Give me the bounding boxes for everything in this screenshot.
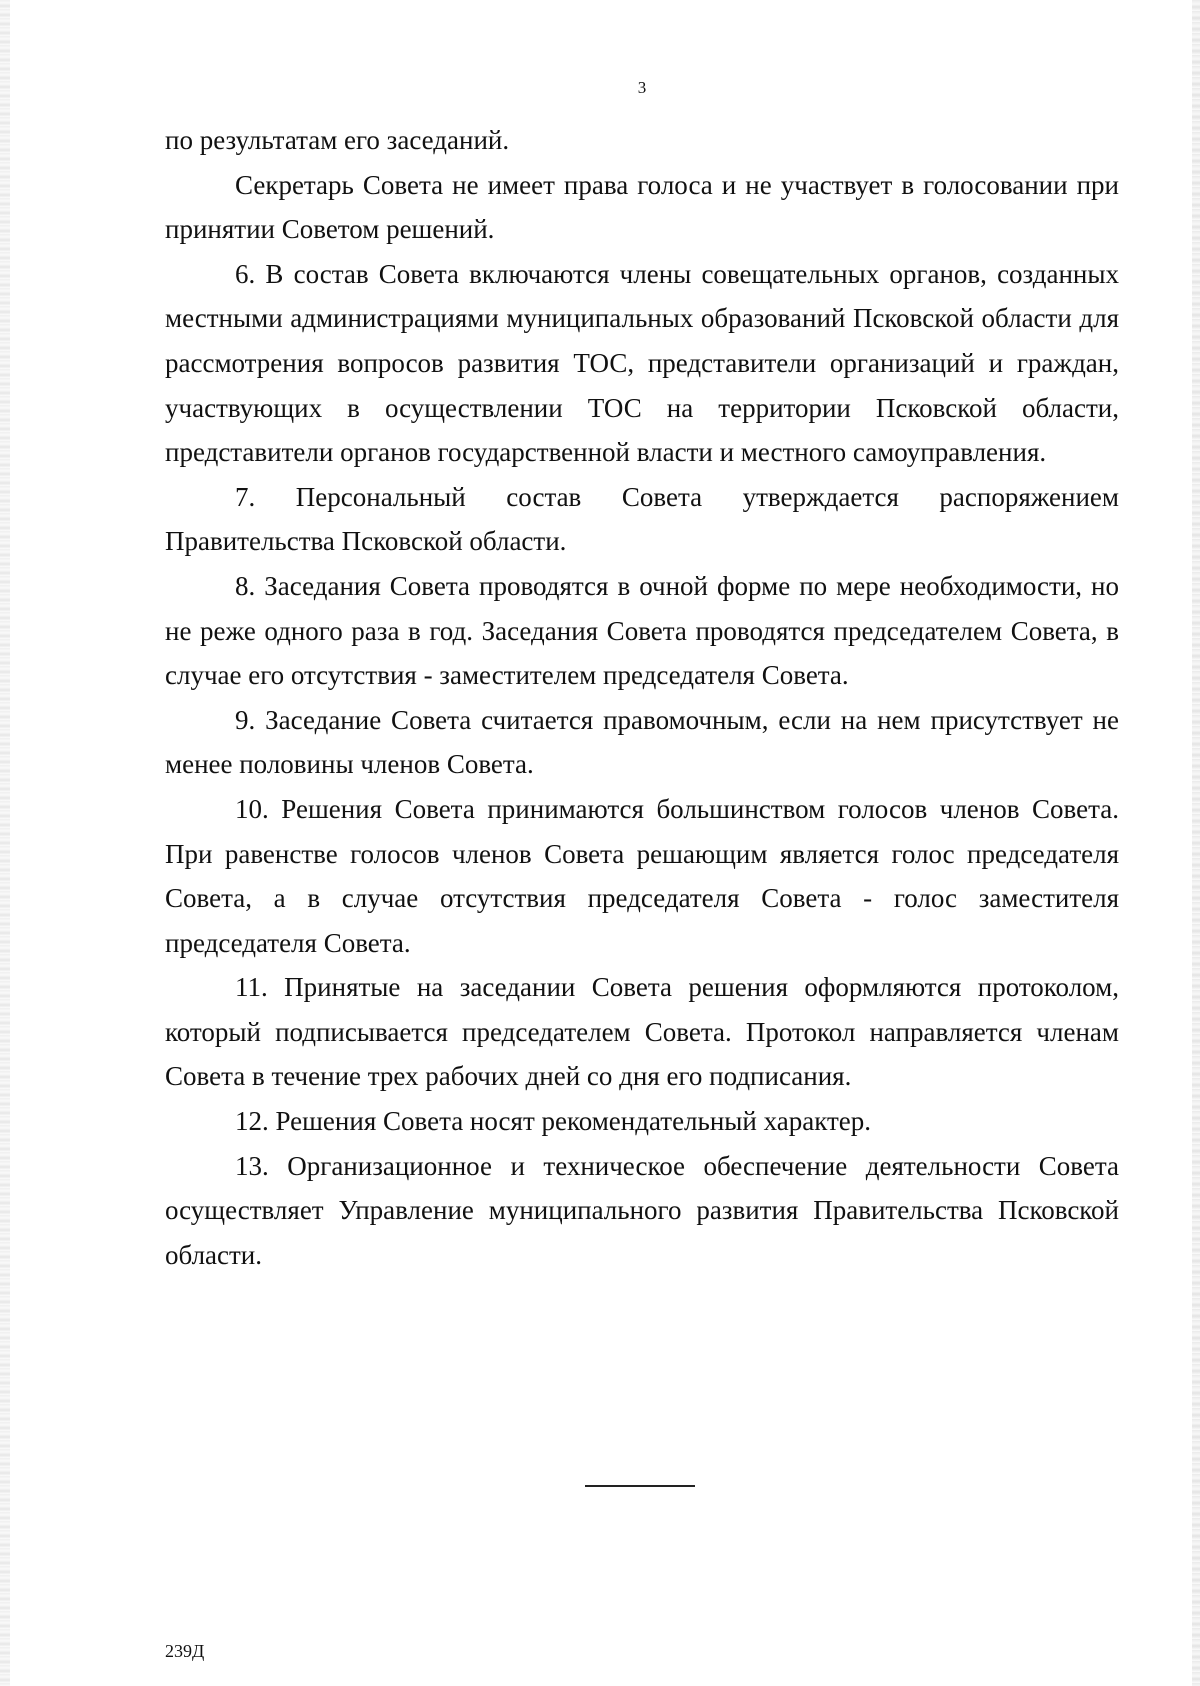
paragraph-item-10: 10. Решения Совета принимаются большинством голосов членов Совета. При равенстве голосов членов Совета решающим является голос председателя Совета, а в случае отсутствия председателя Совета - голос заместителя председателя Совета. xyxy=(165,793,1119,958)
paragraph-item-12: 12. Решения Совета носят рекомендательный характер. xyxy=(235,1106,872,1137)
paragraph-continuation: по результатам его заседаний. xyxy=(165,125,510,155)
document-code: 239Д xyxy=(165,1641,205,1661)
paragraph-item-7: 7. Персональный состав Совета утверждается распоряжением Правительства Псковской области. xyxy=(165,481,1119,557)
paragraph-item-8: 8. Заседания Совета проводятся в очной форме по мере необходимости, но не реже одного раза в год. Заседания Совета проводятся председателем Совета, в случае его отсутствия - заместителем председателя Совета. xyxy=(165,570,1119,691)
scan-edge-right xyxy=(1192,0,1200,1686)
scan-edge-left xyxy=(0,0,10,1686)
paragraph-item-11: 11. Принятые на заседании Совета решения оформляются протоколом, который подписывается председателем Совета. Протокол направляется членам Совета в течение трех рабочих дней со дня его подписания. xyxy=(165,972,1119,1092)
paragraph-item-6: 6. В состав Совета включаются члены совещательных органов, созданных местными администрациями муниципальных образований Псковской области для рассмотрения вопросов развития ТОС, представители организаций и граждан, участвующих в осуществлении ТОС на территории Псковской области, представители органов государственной власти и местного самоуправления. xyxy=(165,258,1119,468)
paragraph-item-13: 13. Организационное и техническое обеспечение деятельности Совета осуществляет Управление муниципального развития Правительства Псковской области. xyxy=(165,1150,1119,1270)
document-body xyxy=(165,118,1119,1277)
closing-divider xyxy=(585,1485,695,1487)
page-number: 3 xyxy=(637,78,647,97)
paragraph-item-9: 9. Заседание Совета считается правомочным, если на нем присутствует не менее половины членов Совета. xyxy=(165,704,1119,780)
paragraph-secretary: Секретарь Совета не имеет права голоса и не участвует в голосовании при принятии Советом решений. xyxy=(165,169,1119,245)
